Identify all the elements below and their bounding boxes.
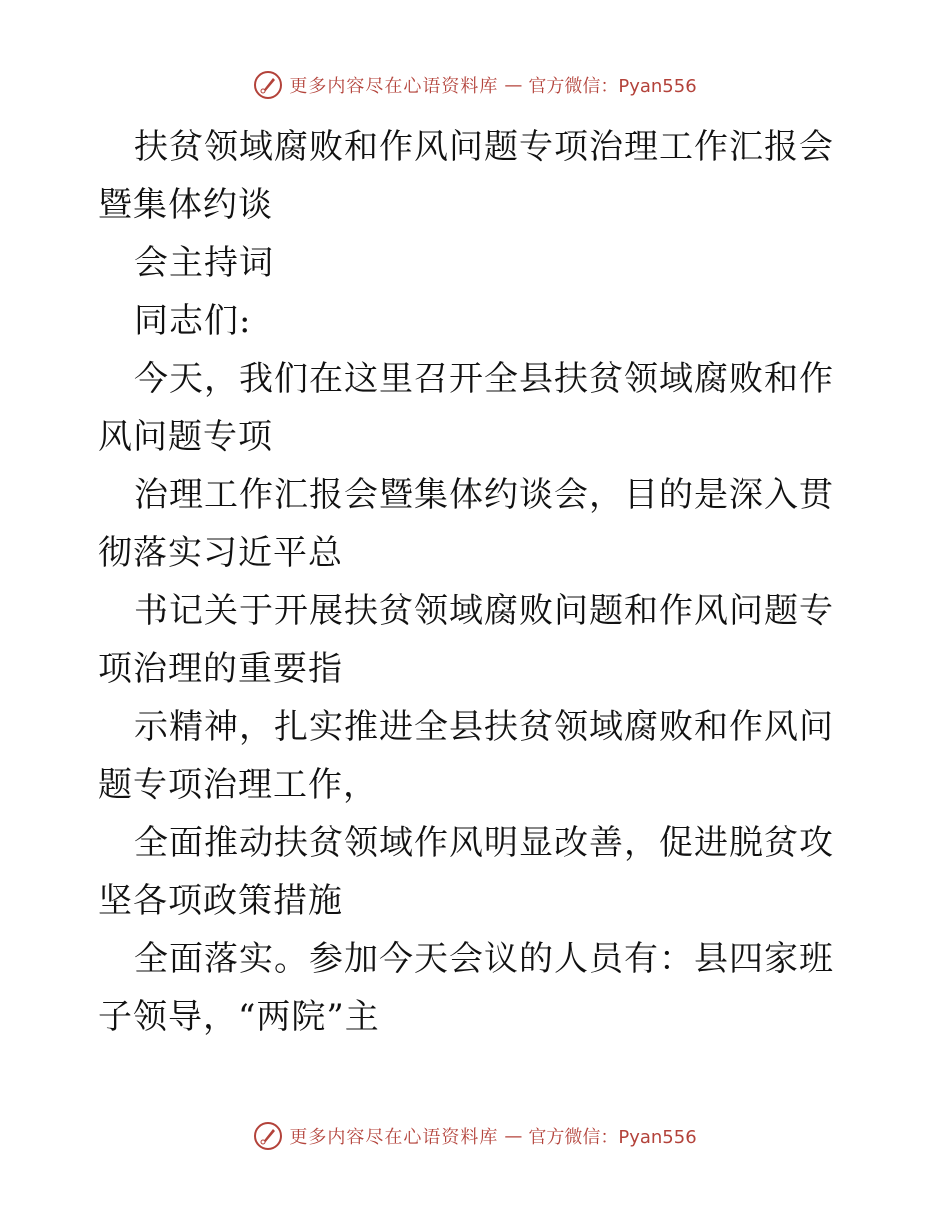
- doc-title-continued: 会主持词: [134, 243, 274, 283]
- watermark-wechat: 官方微信：Pyan556: [528, 76, 697, 97]
- salutation: 同志们:: [134, 301, 252, 341]
- body-paragraph: 治理工作汇报会暨集体约谈会，目的是深入贯彻落实习近平总: [98, 475, 834, 573]
- body-paragraph: 全面落实。参加今天会议的人员有：县四家班子领导，“两院”主: [98, 939, 834, 1037]
- watermark-text: 更多内容尽在心语资料库: [289, 76, 499, 97]
- watermark-wechat: 官方微信：Pyan556: [528, 1127, 697, 1148]
- body-paragraph: 书记关于开展扶贫领域腐败问题和作风问题专项治理的重要指: [98, 591, 834, 689]
- quill-logo-icon: [253, 1121, 283, 1151]
- doc-title: 扶贫领域腐败和作风问题专项治理工作汇报会暨集体约谈: [98, 127, 834, 225]
- body-paragraph: 示精神，扎实推进全县扶贫领域腐败和作风问题专项治理工作，: [98, 707, 834, 805]
- document-body: [98, 118, 853, 1046]
- body-paragraph: 全面推动扶贫领域作风明显改善，促进脱贫攻坚各项政策措施: [98, 823, 834, 921]
- body-paragraph: 今天，我们在这里召开全县扶贫领域腐败和作风问题专项: [98, 359, 834, 457]
- watermark-text: 更多内容尽在心语资料库: [289, 1127, 499, 1148]
- quill-logo-icon: [253, 70, 283, 100]
- watermark-dash: —: [504, 1125, 523, 1147]
- footer-watermark: [0, 1121, 950, 1151]
- header-watermark: [0, 70, 950, 100]
- watermark-dash: —: [504, 74, 523, 96]
